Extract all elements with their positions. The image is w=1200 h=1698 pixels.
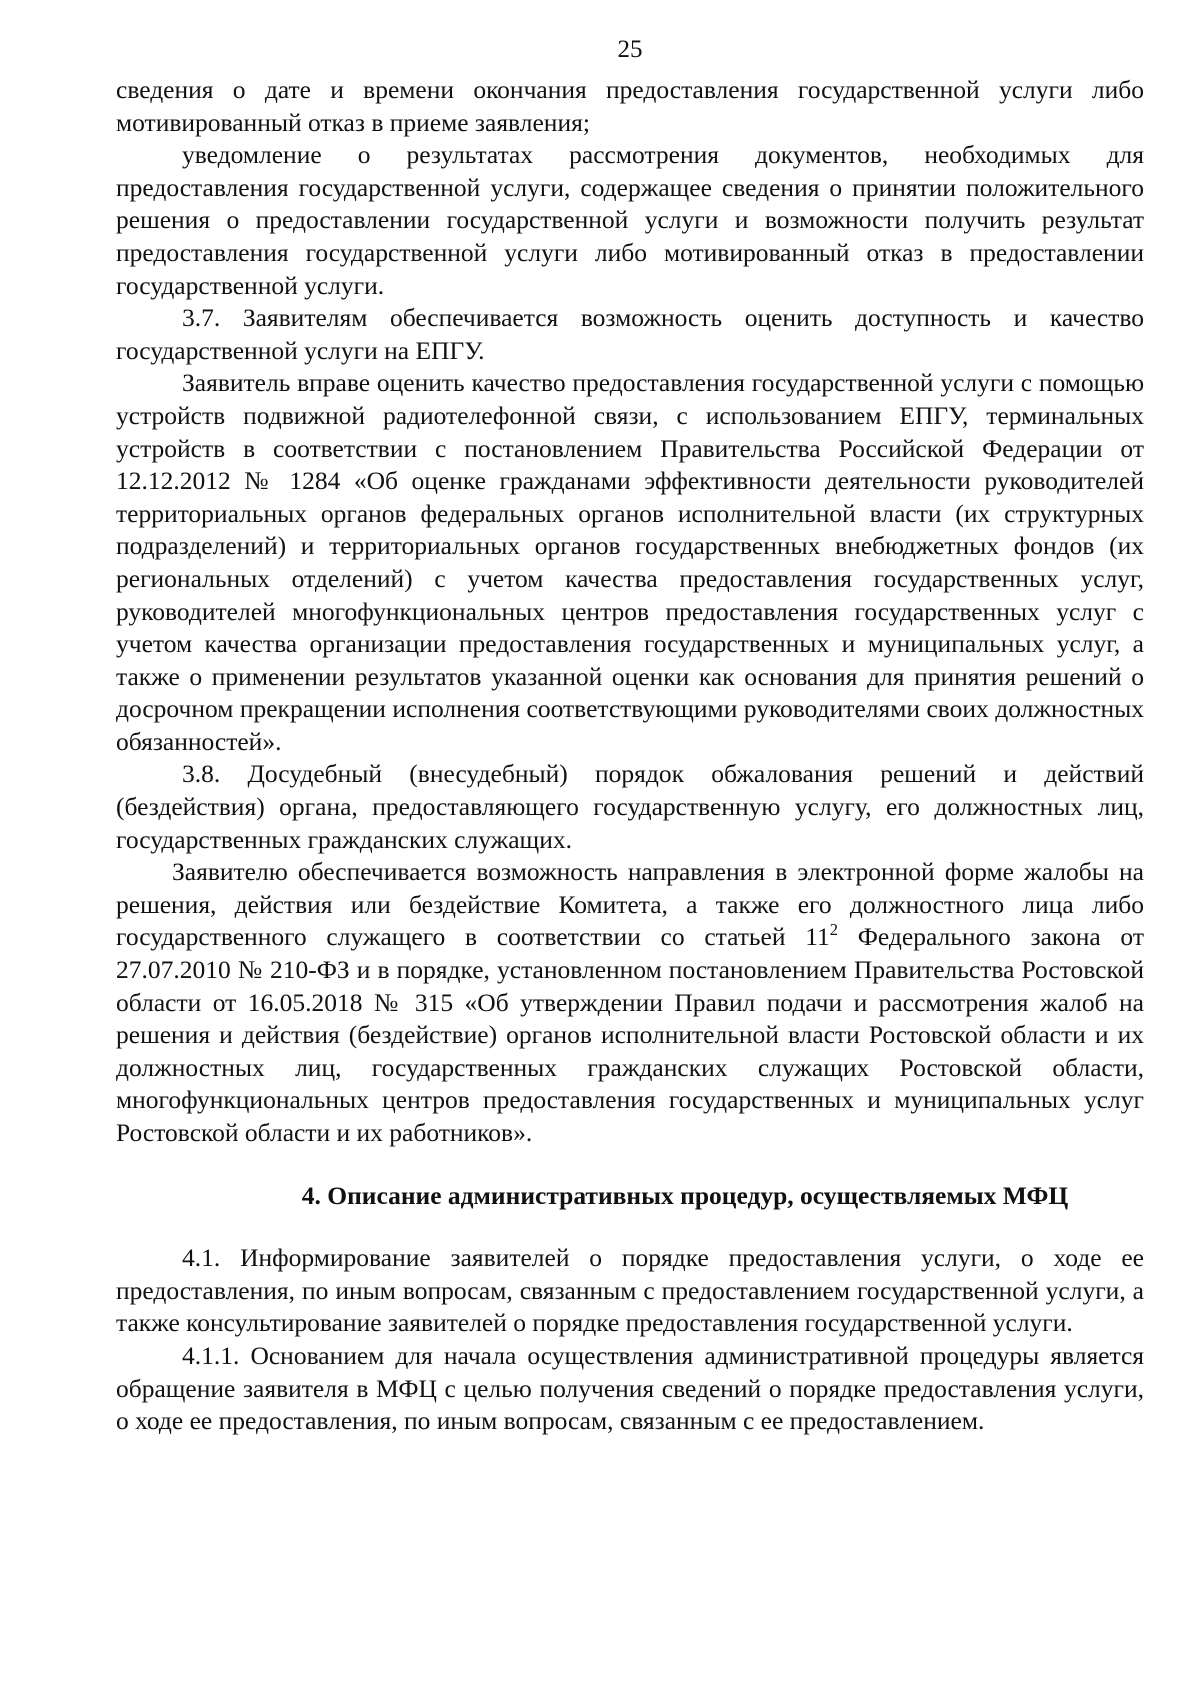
section-heading: 4. Описание административных процедур, осуществляемых МФЦ (301, 1180, 1069, 1210)
paragraph-notification: уведомление о результатах рассмотрения документов, необходимых для предоставления государственной услуги, содержащее сведения о принятии положительного решения о предоставлении государственной услуги и возможности получить результат предоставления государственной услуги либо мотивированный отказ в предоставлении государственной услуги. (116, 140, 1144, 300)
superscript-article: 2 (829, 920, 839, 940)
paragraph-complaint (116, 856, 1144, 1149)
paragraph-3-7: 3.7. Заявителям обеспечивается возможность оценить доступность и качество государственной услуги на ЕПГУ. (116, 303, 1144, 365)
paragraph-4-1-1: 4.1.1. Основанием для начала осуществления административной процедуры является обращение заявителя в МФЦ с целью получения сведений о порядке предоставления услуги, о ходе ее предоставления, по иным вопросам, связанным с ее предоставлением. (116, 1340, 1144, 1436)
complaint-text-start: Заявителю обеспечивается возможность направления в электронной форме жалобы на решения, действия или бездействие Комитета, а также его должностного лица либо государственного служащего в соответствии со статьей 11 (116, 857, 1144, 952)
paragraph-3-8: 3.8. Досудебный (внесудебный) порядок обжалования решений и действий (бездействия) органа, предоставляющего государственную услугу, его должностных лиц, государственных гражданских служащих. (116, 759, 1144, 854)
complaint-text-end: Федерального закона от 27.07.2010 № 210-ФЗ и в порядке, установленном постановлением Правительства Ростовской области от 16.05.2018 № 315 «Об утверждении Правил подачи и рассмотрения жалоб на решения и действия (бездействие) органов исполнительной власти Ростовской области и их должностных лиц, государственных гражданских служащих Ростовской области, многофункциональных центров предоставления государственных и муниципальных услуг Ростовской области и их работников». (116, 922, 1144, 1147)
document-page (116, 34, 1144, 1438)
paragraph-quality-assessment: Заявитель вправе оценить качество предоставления государственной услуги с помощью устройств подвижной радиотелефонной связи, с использованием ЕПГУ, терминальных устройств в соответствии с постановлением Правительства Российской Федерации от 12.12.2012 № 1284 «Об оценке гражданами эффективности деятельности руководителей территориальных органов федеральных органов исполнительной власти (их структурных подразделений) и территориальных органов государственных внебюджетных фондов (их региональных отделений) с учетом качества предоставления государственных услуг, руководителей многофункциональных центров предоставления государственных услуг с учетом качества организации предоставления государственных и муниципальных услуг, а также о применении результатов указанной оценки как основания для принятия решений о досрочном прекращении исполнения соответствующими руководителями своих должностных обязанностей». (116, 368, 1144, 756)
page-number: 25 (617, 36, 643, 63)
paragraph-4-1: 4.1. Информирование заявителей о порядке предоставления услуги, о ходе ее предоставления, по иным вопросам, связанным с предоставлением государственной услуги, а также консультирование заявителей о порядке предоставления государственной услуги. (116, 1243, 1144, 1338)
paragraph-date-info: сведения о дате и времени окончания предоставления государственной услуги либо мотивированный отказ в приеме заявления; (116, 75, 1144, 137)
